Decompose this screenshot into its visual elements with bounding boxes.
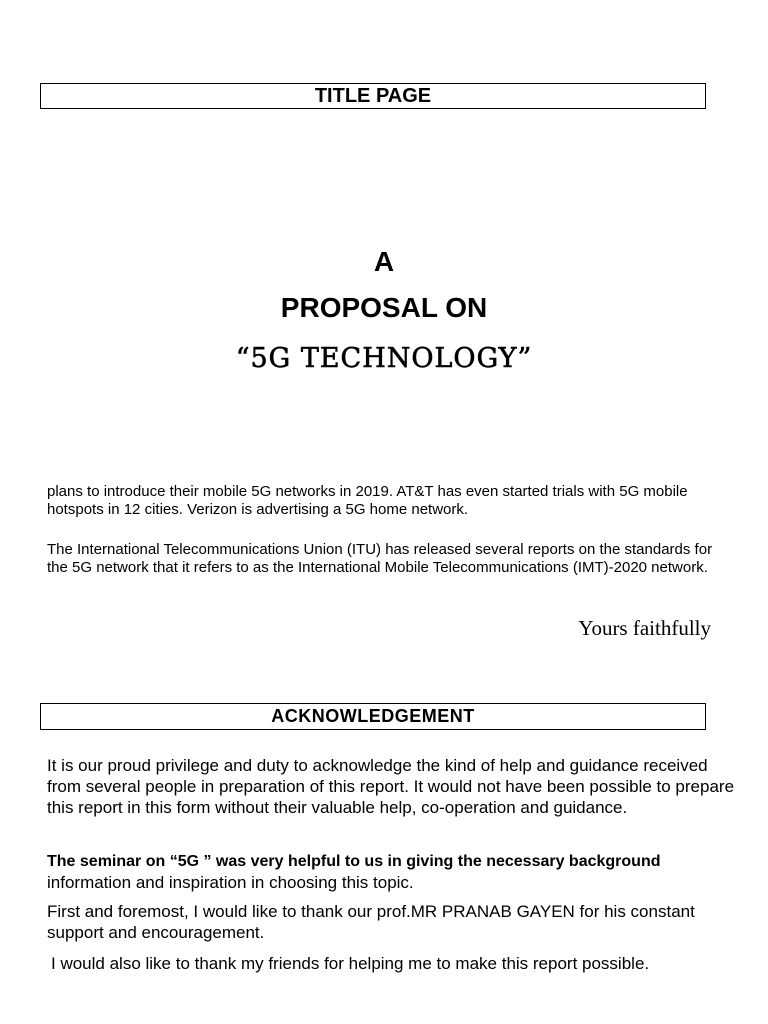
cover-line-a: A <box>373 246 395 277</box>
title-page-heading: TITLE PAGE <box>40 83 706 109</box>
acknowledgement-heading: ACKNOWLEDGEMENT <box>40 703 706 730</box>
ack-paragraph-friends: I would also like to thank my friends for helping me to make this report possible. <box>51 954 650 973</box>
ack-seminar-rest-text: information and inspiration in choosing this topic. <box>47 873 414 892</box>
ack-seminar-bold-text: The seminar on “5G ” was very helpful to us in giving the necessary background <box>47 853 661 870</box>
intro-paragraph: plans to introduce their mobile 5G networks in 2019. AT&T has even started trials with 5G mobile hotspots in 12 cities. Verizon is advertising a 5G home network. <box>47 483 688 518</box>
closing-signoff: Yours faithfully <box>578 616 711 640</box>
cover-topic-title: “5G TECHNOLOGY” <box>235 343 533 374</box>
ack-paragraph-privilege: It is our proud privilege and duty to acknowledge the kind of help and guidance received from several people in preparation of this report. It would not have been possible to prepare this report in this form without their valuable help, co-operation and guidance. <box>47 756 735 817</box>
ack-paragraph-seminar <box>47 850 737 893</box>
ack-paragraph-professor: First and foremost, I would like to thank our prof.MR PRANAB GAYEN for his constant support and encouragement. <box>47 902 695 942</box>
itu-paragraph: The International Telecommunications Union (ITU) has released several reports on the standards for the 5G network that it refers to as the International Mobile Telecommunications (IMT)-2020 network. <box>47 541 713 576</box>
cover-proposal-on: PROPOSAL ON <box>280 292 488 323</box>
